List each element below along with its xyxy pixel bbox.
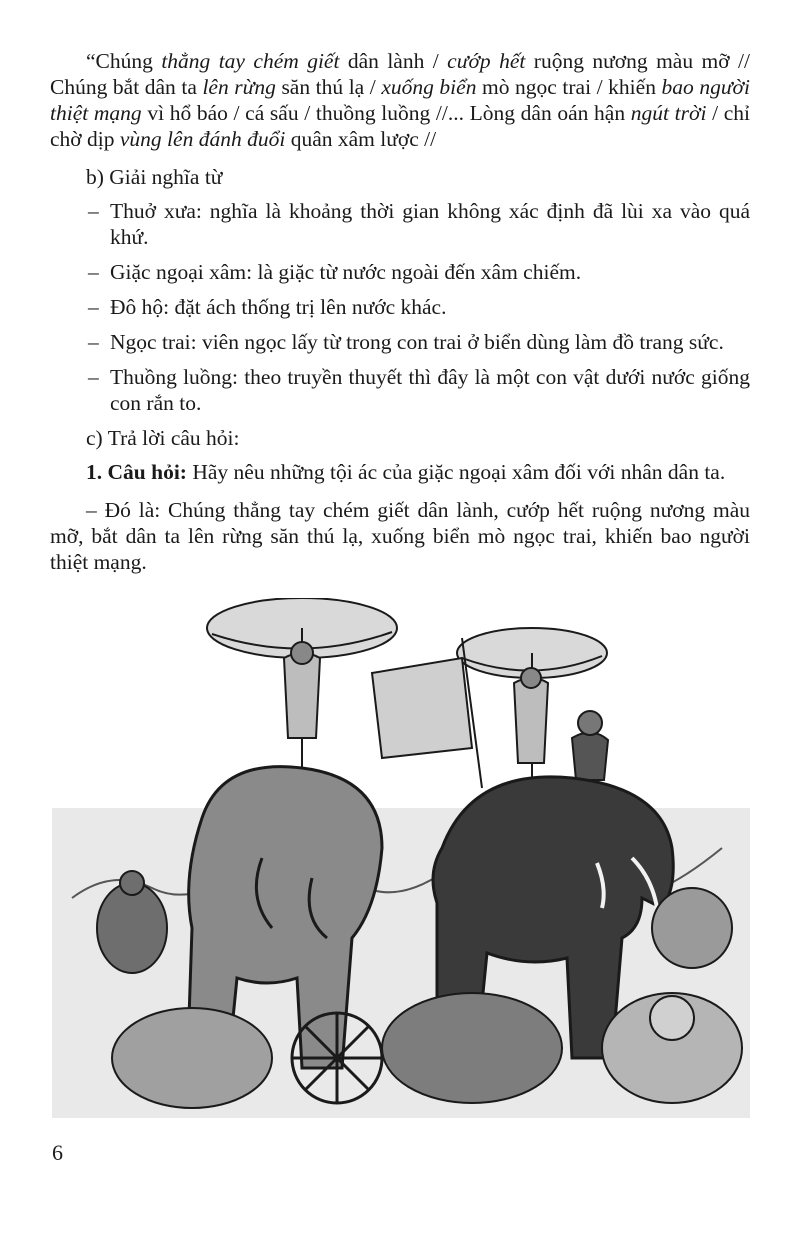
quote-text: quân xâm lược // [285, 127, 437, 151]
dash-marker: – [88, 330, 99, 354]
definition-item [50, 329, 750, 355]
quote-emphasis: ngút trời [630, 101, 707, 125]
definition-text: Ngọc trai: viên ngọc lấy từ trong con trai ở biển dùng làm đồ trang sức. [110, 330, 724, 354]
quote-text: vì hổ báo / cá sấu / thuồng luồng //... Lòng dân oán hận [141, 101, 631, 125]
question-text: Hãy nêu những tội ác của giặc ngoại xâm đối với nhân dân ta. [186, 460, 726, 484]
dash-marker: – [88, 199, 99, 223]
quote-emphasis: lên rừng [202, 75, 276, 99]
dash-marker: – [88, 295, 99, 319]
chariot-wheel-icon [292, 1013, 382, 1103]
quote-emphasis: thẳng tay chém giết [161, 49, 340, 73]
answer-paragraph: – Đó là: Chúng thẳng tay chém giết dân lành, cướp hết ruộng nương màu mỡ, bắt dân ta lên rừng săn thú lạ, xuống biển mò ngọc trai, khiến bao người thiệt mạng. [50, 498, 750, 574]
quote-paragraph [50, 48, 750, 152]
quote-text: dân lành / [339, 49, 448, 73]
quote-emphasis: bao người thiệt mạng [50, 75, 751, 125]
definition-item [50, 364, 750, 416]
definition-text: Thuồng luồng: theo truyền thuyết thì đây là một con vật dưới nước giống con rắn to. [110, 365, 750, 415]
question-paragraph [50, 459, 750, 485]
dash-marker: – [88, 260, 99, 284]
quote-emphasis: cướp hết [447, 49, 526, 73]
section-c-heading: c) Trả lời câu hỏi: [86, 426, 240, 450]
question-label: 1. Câu hỏi: [86, 460, 187, 484]
dash-marker: – [88, 365, 99, 389]
quote-text: “Chúng [86, 49, 162, 73]
quote-text: ruộng nương màu mỡ // Chúng bắt dân ta [50, 49, 750, 99]
quote-emphasis: vùng lên đánh đuổi [119, 127, 286, 151]
definition-item [50, 259, 750, 285]
definition-text: Đô hộ: đặt ách thống trị lên nước khác. [110, 295, 447, 319]
quote-text: / chỉ chờ dịp [50, 101, 750, 151]
quote-emphasis: xuống biển [381, 75, 477, 99]
definition-text: Giặc ngoại xâm: là giặc từ nước ngoài đến xâm chiếm. [110, 260, 582, 284]
battle-elephants-illustration [52, 598, 750, 1118]
definition-item [50, 294, 750, 320]
definition-item [50, 198, 750, 250]
definition-text: Thuở xưa: nghĩa là khoảng thời gian không xác định đã lùi xa vào quá khứ. [110, 199, 750, 249]
quote-text: mò ngọc trai / khiến [476, 75, 662, 99]
quote-text: săn thú lạ / [275, 75, 382, 99]
page-number: 6 [52, 1140, 63, 1165]
section-b-heading: b) Giải nghĩa từ [86, 165, 223, 189]
page-body [50, 48, 750, 587]
